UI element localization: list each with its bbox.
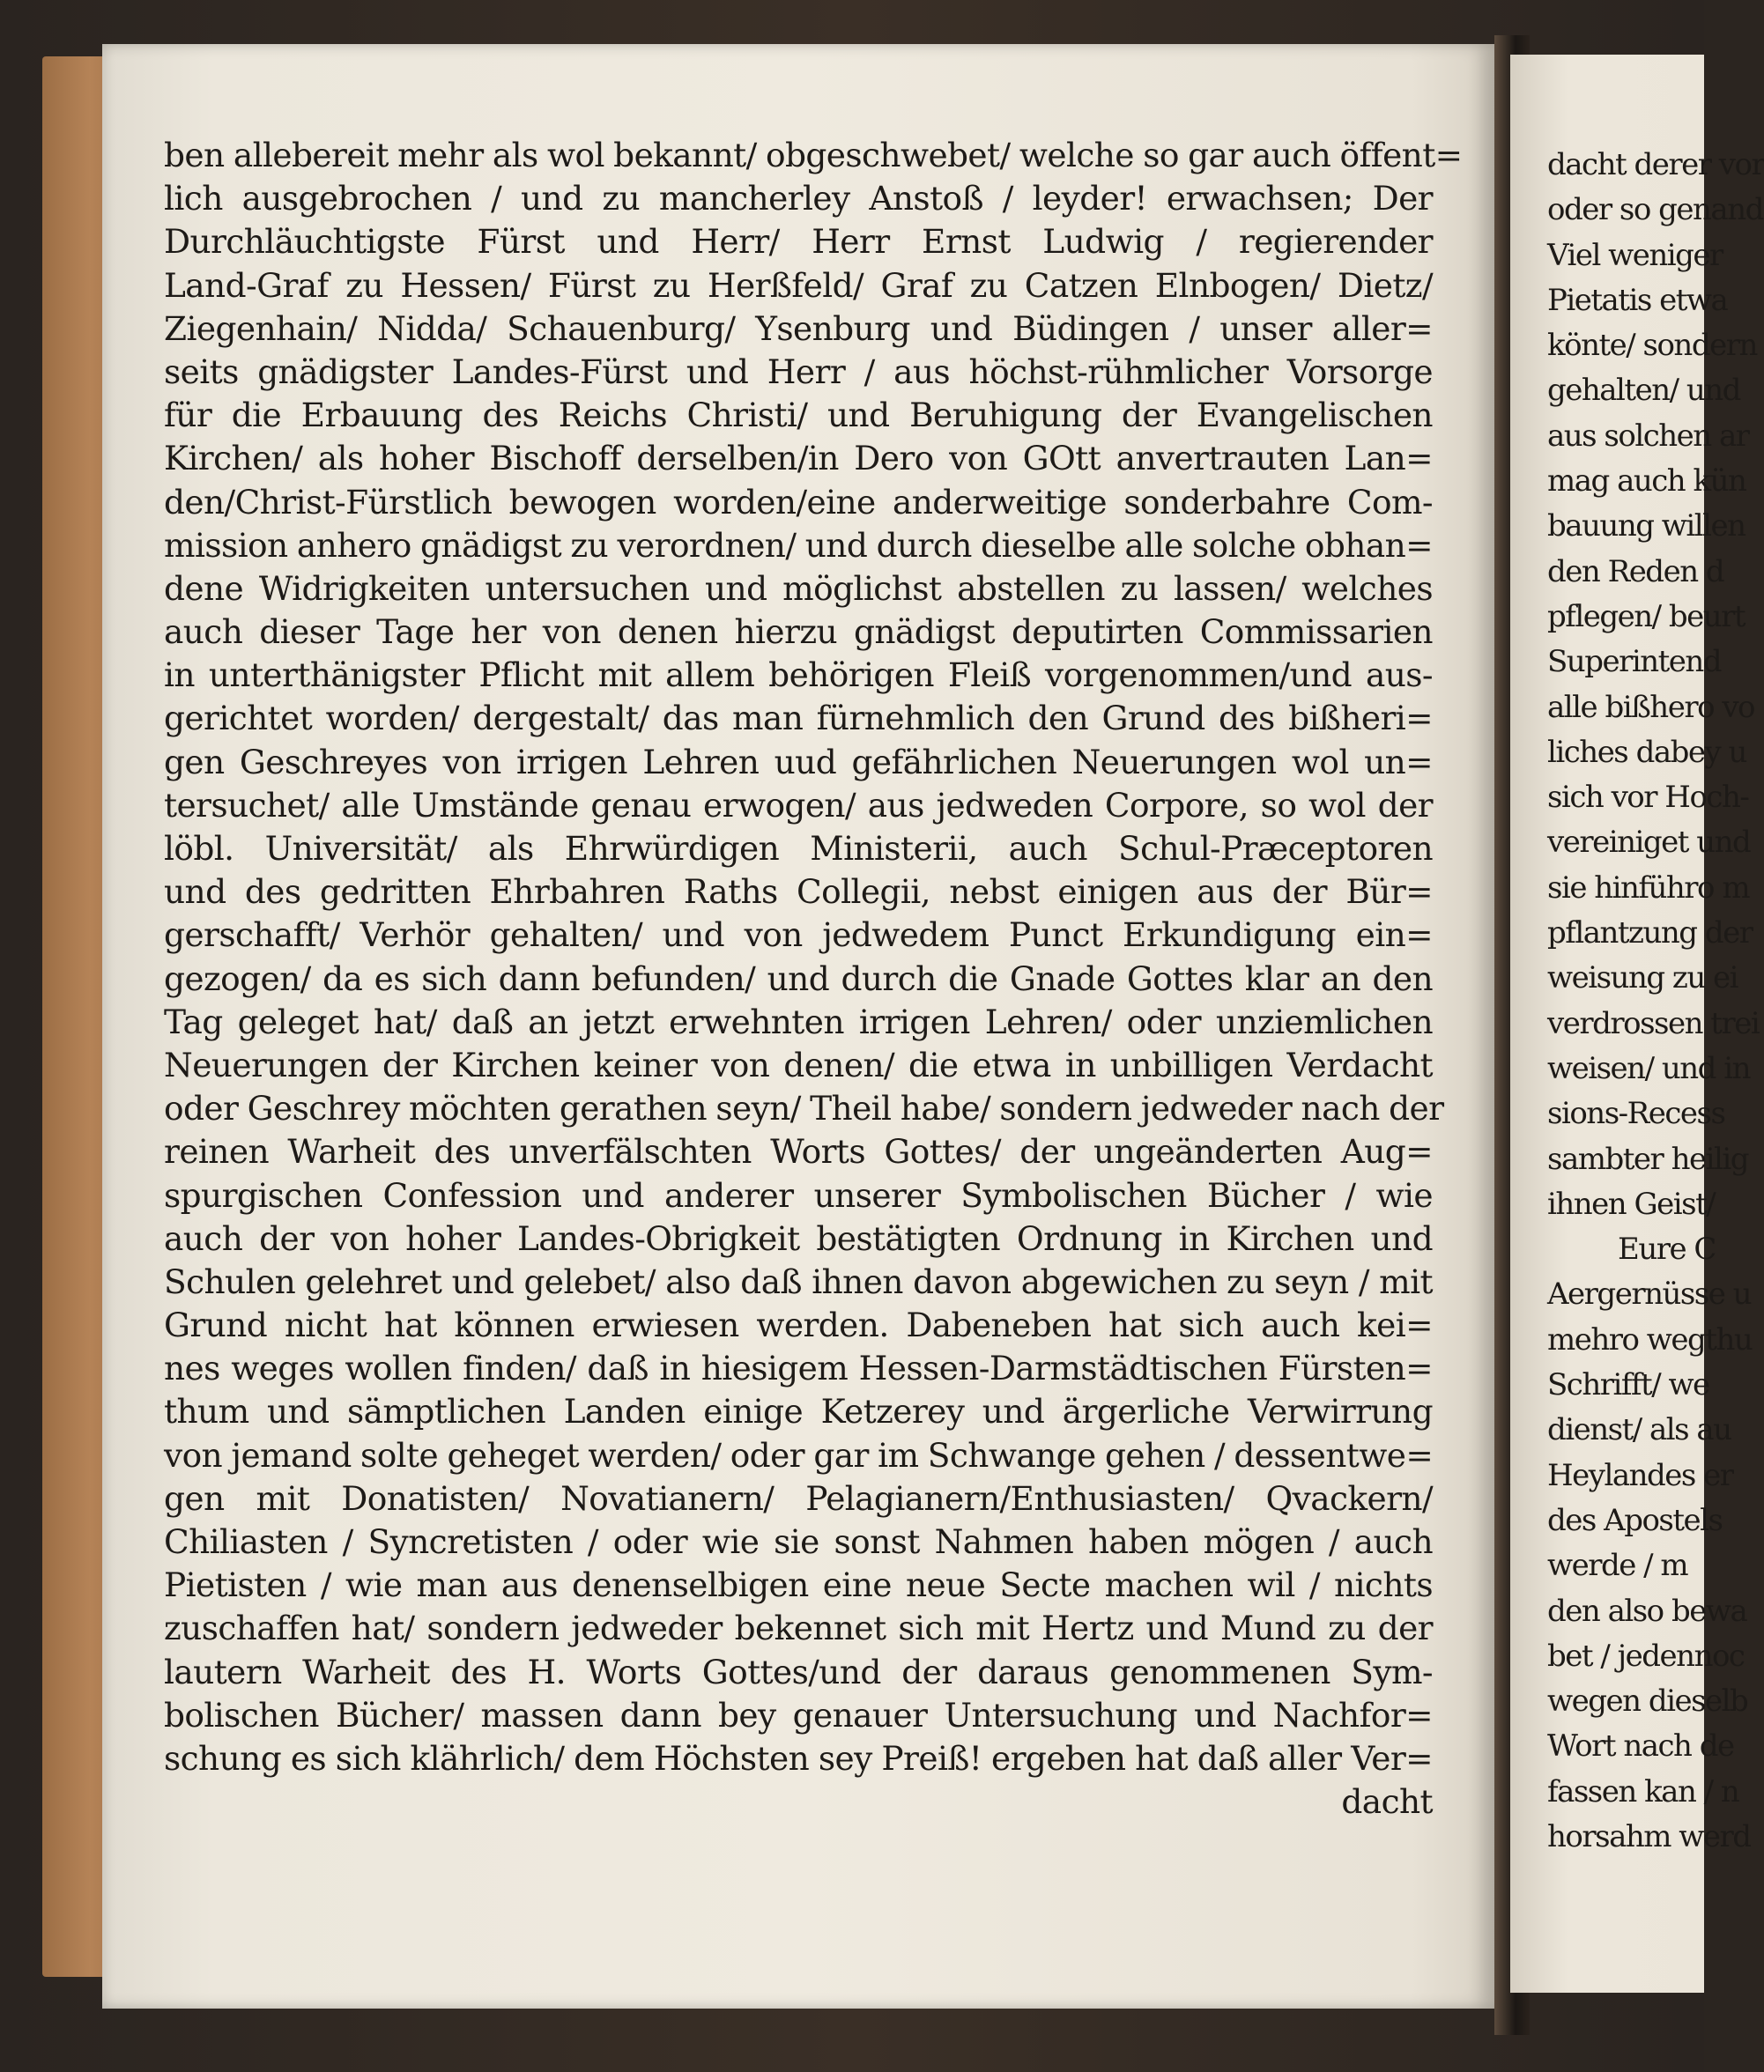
- text-line: Schulen gelehret und gelebet/ also daß ihnen davon abgewichen zu seyn / mit: [164, 1262, 1433, 1301]
- text-line: tersuchet/ alle Umstände genau erwogen/ aus jedweden Corpore, so wol der: [164, 785, 1433, 825]
- facing-text-line: horsahm werd: [1547, 1818, 1751, 1854]
- catchword: dacht: [1341, 1782, 1433, 1822]
- facing-text-line: fassen kan / n: [1547, 1773, 1739, 1809]
- facing-text-line: dacht derer vor: [1547, 147, 1764, 182]
- text-line: seits gnädigster Landes-Fürst und Herr / aus höchst-rühmlicher Vorsorge: [164, 352, 1433, 391]
- text-line: Chiliasten / Syncretisten / oder wie sie sonst Nahmen haben mögen / auch: [164, 1522, 1433, 1561]
- text-line: Ziegenhain/ Nidda/ Schauenburg/ Ysenburg und Büdingen / unser aller=: [164, 308, 1433, 348]
- facing-text-line: mag auch kün: [1547, 463, 1746, 500]
- text-line: Tag geleget hat/ daß an jetzt erwehnten irrigen Lehren/ oder unziemlichen: [164, 1002, 1433, 1041]
- text-line: mission anhero gnädigst zu verordnen/ und durch dieselbe alle solche obhan=: [164, 525, 1433, 565]
- facing-text-line: den also bewa: [1547, 1593, 1747, 1629]
- text-line: auch der von hoher Landes-Obrigkeit bestätigten Ordnung in Kirchen und: [164, 1218, 1433, 1258]
- facing-text-line: alle bißhero vo: [1547, 689, 1755, 725]
- text-line: zuschaffen hat/ sondern jedweder bekennet sich mit Hertz und Mund zu der: [164, 1609, 1433, 1648]
- facing-text-line: werde / m: [1547, 1548, 1688, 1584]
- facing-text-line: bet / jedennoc: [1547, 1638, 1745, 1674]
- text-line: von jemand solte geheget werden/ oder gar im Schwange gehen / dessentwe=: [164, 1435, 1434, 1475]
- text-line: Durchläuchtigste Fürst und Herr/ Herr Ernst Ludwig / regierender: [164, 222, 1433, 262]
- facing-text-line: sie hinführo m: [1547, 870, 1750, 906]
- facing-text-line: verdrossen trei: [1547, 1005, 1760, 1041]
- facing-text-line: Viel weniger: [1547, 237, 1723, 273]
- text-line: gerichtet worden/ dergestalt/ das man fürnehmlich den Grund des bißheri=: [164, 699, 1433, 738]
- facing-text-line: aus solchen ar: [1547, 418, 1749, 454]
- text-line: gerschafft/ Verhör gehalten/ und von jedwedem Punct Erkundigung ein=: [164, 915, 1433, 955]
- facing-text-line: vereiniget und: [1547, 825, 1751, 861]
- facing-text-line: wegen dieselb: [1547, 1684, 1748, 1720]
- text-line: Land-Graf zu Hessen/ Fürst zu Herßfeld/ Graf zu Catzen Elnbogen/ Dietz/: [164, 265, 1433, 305]
- facing-text-line: mehro wegthu: [1547, 1321, 1753, 1358]
- text-line: gen Geschreyes von irrigen Lehren uud gefährlichen Neuerungen wol un=: [164, 742, 1433, 781]
- text-line: lich ausgebrochen / und zu mancherley Anstoß / leyder! erwachsen; Der: [164, 179, 1433, 218]
- text-line: gen mit Donatisten/ Novatianern/ Pelagianern/Enthusiasten/ Qvackern/: [164, 1478, 1433, 1518]
- facing-text-line: pflegen/ beurt: [1547, 598, 1745, 634]
- facing-text-block: [1547, 143, 1764, 1860]
- facing-text-line: sambter heilig: [1547, 1141, 1748, 1177]
- text-line: lautern Warheit des H. Worts Gottes/und der daraus genommenen Sym-: [164, 1652, 1433, 1691]
- text-line: und des gedritten Ehrbahren Raths Collegii, nebst einigen aus der Bür=: [164, 872, 1433, 912]
- facing-text-line: Schrifft/ we: [1547, 1367, 1709, 1403]
- text-line: gezogen/ da es sich dann befunden/ und durch die Gnade Gottes klar an den: [164, 958, 1433, 998]
- facing-text-line: Pietatis etwa: [1547, 282, 1728, 318]
- facing-text-line: liches dabey u: [1547, 734, 1746, 770]
- facing-text-line: den Reden d: [1547, 553, 1724, 589]
- text-line: den/Christ-Fürstlich bewogen worden/eine anderweitige sonderbahre Com-: [164, 482, 1433, 522]
- facing-text-line: könte/ sondern: [1547, 328, 1757, 364]
- facing-text-line: Aergernüsse u: [1547, 1276, 1752, 1313]
- facing-text-line: pflantzung der: [1547, 915, 1753, 951]
- text-line: schung es sich klährlich/ dem Höchsten sey Preiß! ergeben hat daß aller Ver=: [164, 1738, 1433, 1778]
- text-line: in unterthänigster Pflicht mit allem behörigen Fleiß vorgenommen/und aus-: [164, 655, 1433, 695]
- text-line: auch dieser Tage her von denen hierzu gnädigst deputirten Commissarien: [164, 612, 1433, 652]
- text-line: ben allebereit mehr als wol bekannt/ obgeschwebet/ welche so gar auch öffent=: [164, 136, 1463, 174]
- facing-text-line: weisung zu ei: [1547, 960, 1738, 996]
- facing-text-line: Wort nach de: [1547, 1728, 1734, 1765]
- facing-text-line: bauung willen: [1547, 508, 1745, 544]
- facing-text-line: dienst/ als au: [1547, 1412, 1731, 1448]
- facing-text-line: sich vor Hoch-: [1547, 780, 1749, 816]
- text-line: Kirchen/ als hoher Bischoff derselben/in Dero von GOtt anvertrauten Lan=: [164, 439, 1433, 478]
- facing-page: [1510, 55, 1764, 1993]
- facing-text-line: ihnen Geist/: [1547, 1186, 1716, 1222]
- facing-text-line: sions-Recess: [1547, 1096, 1725, 1132]
- text-line: spurgischen Confession und anderer unserer Symbolischen Bücher / wie: [164, 1175, 1433, 1215]
- text-line: thum und sämptlichen Landen einige Ketzerey und ärgerliche Verwirrung: [164, 1392, 1433, 1432]
- text-line: bolischen Bücher/ massen dann bey genauer Untersuchung und Nachfor=: [164, 1695, 1433, 1735]
- main-text-block: [164, 134, 1463, 1824]
- text-line: Grund nicht hat können erwiesen werden. Dabeneben hat sich auch kei=: [164, 1306, 1433, 1345]
- facing-text-line: weisen/ und in: [1547, 1050, 1750, 1086]
- text-line: nes weges wollen finden/ daß in hiesigem Hessen-Darmstädtischen Fürsten=: [164, 1349, 1433, 1388]
- facing-text-line: Eure C: [1618, 1232, 1716, 1268]
- text-line: Pietisten / wie man aus denenselbigen eine neue Secte machen wil / nichts: [164, 1565, 1433, 1605]
- text-line: löbl. Universität/ als Ehrwürdigen Ministerii, auch Schul-Præceptoren: [164, 829, 1433, 868]
- text-line: Neuerungen der Kirchen keiner von denen/ die etwa in unbilligen Verdacht: [164, 1045, 1433, 1084]
- text-line: oder Geschrey möchten gerathen seyn/ Theil habe/ sondern jedweder nach der: [164, 1089, 1444, 1128]
- facing-text-line: des Apostels: [1547, 1502, 1723, 1538]
- text-line: dene Widrigkeiten untersuchen und möglichst abstellen zu lassen/ welches: [164, 568, 1433, 608]
- text-line: reinen Warheit des unverfälschten Worts Gottes/ der ungeänderten Aug=: [164, 1132, 1433, 1172]
- facing-text-line: oder so genand: [1547, 192, 1763, 228]
- text-line: für die Erbauung des Reichs Christi/ und Beruhigung der Evangelischen: [164, 396, 1433, 435]
- facing-text-line: Superintend: [1547, 644, 1722, 680]
- facing-text-line: gehalten/ und: [1547, 373, 1740, 409]
- facing-text-line: Heylandes er: [1547, 1457, 1733, 1493]
